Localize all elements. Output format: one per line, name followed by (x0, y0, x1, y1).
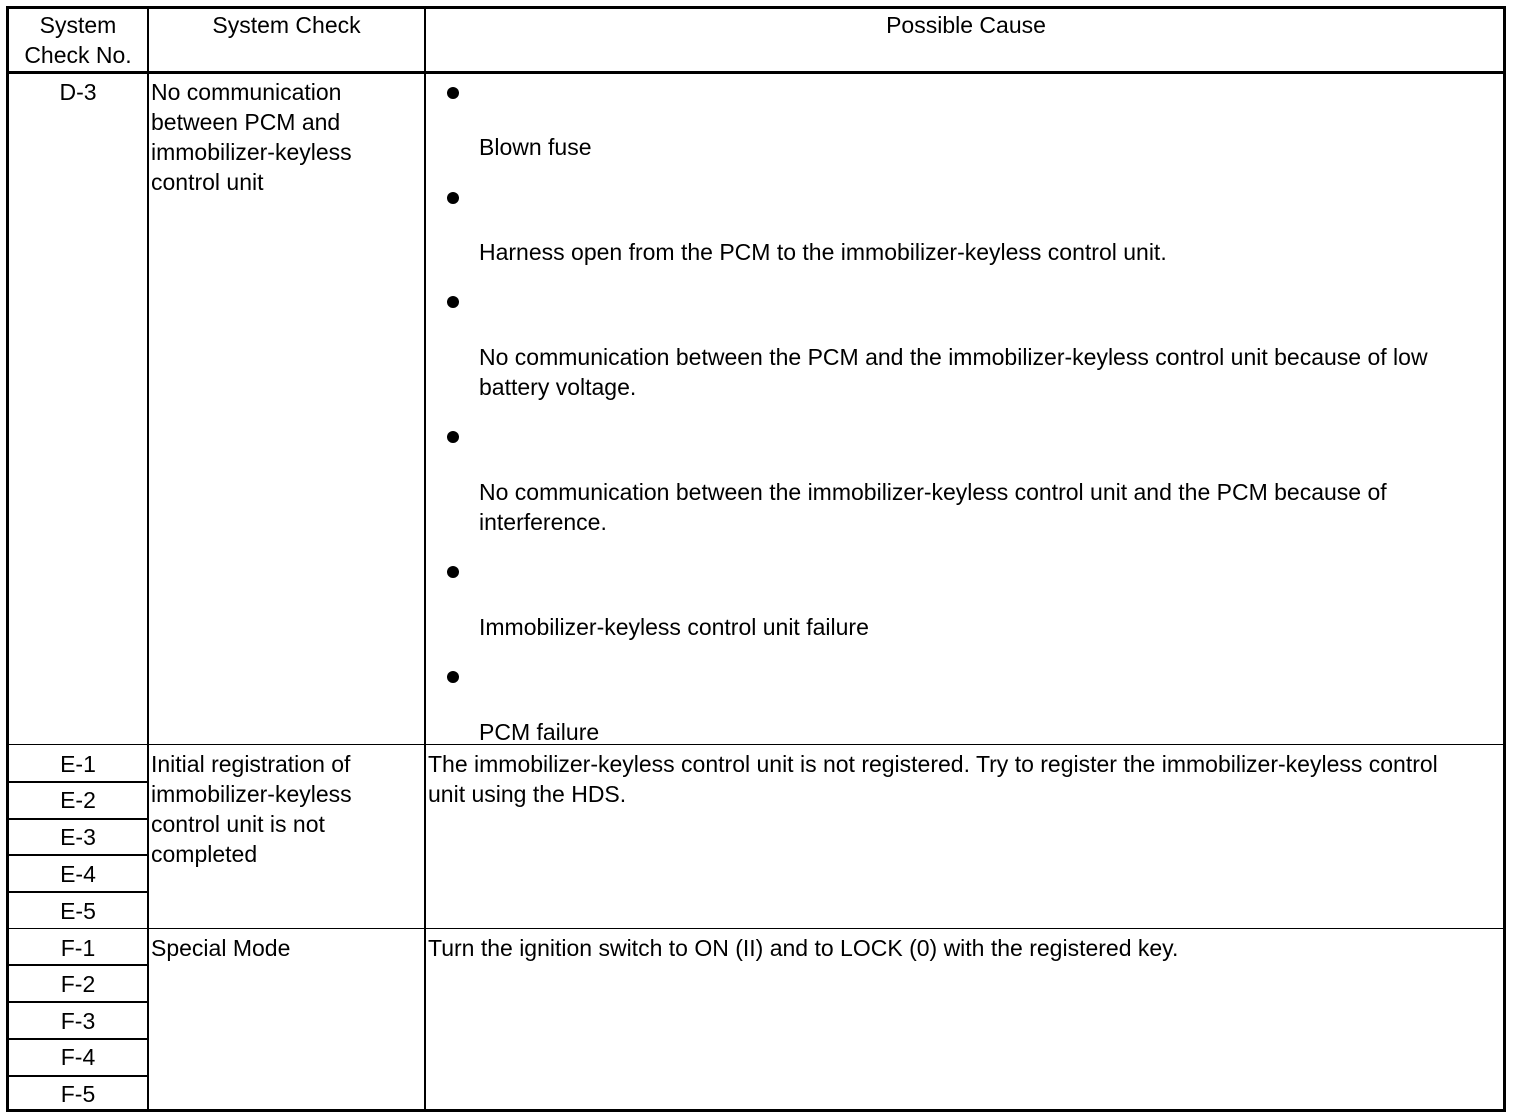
check-no-f5: F-5 (60, 1081, 96, 1107)
subrow-divider-e2 (9, 818, 148, 820)
subrow-divider-f1 (9, 964, 148, 966)
bullet-icon (447, 431, 459, 443)
cause-d3-5: Immobilizer-keyless control unit failure (479, 614, 869, 640)
bullet-icon (447, 566, 459, 578)
header-check-no: System Check No. (24, 12, 132, 68)
bullet-icon (447, 296, 459, 308)
bullet-icon (447, 671, 459, 683)
bullet-icon (447, 87, 459, 99)
check-no-f3: F-3 (60, 1008, 96, 1034)
system-check-d3: No communication between PCM and immobilizer-keyless control unit (151, 79, 352, 195)
check-no-f4: F-4 (60, 1044, 96, 1070)
cause-d3-3: No communication between the PCM and the immobilizer-keyless control unit because of low battery voltage. (479, 344, 1428, 400)
check-no-e5: E-5 (60, 898, 96, 924)
check-no-e4: E-4 (60, 861, 96, 887)
column-divider-2 (424, 9, 426, 1111)
cause-d3-4: No communication between the immobilizer-keyless control unit and the PCM because of interference. (479, 479, 1387, 535)
row-divider-d-e (9, 744, 1506, 745)
cause-e: The immobilizer-keyless control unit is not registered. Try to register the immobilizer-keyless control unit using the HDS. (428, 751, 1438, 807)
check-no-f2: F-2 (60, 971, 96, 997)
subrow-divider-e1 (9, 781, 148, 783)
subrow-divider-f4 (9, 1075, 148, 1077)
cause-d3-1: Blown fuse (479, 134, 592, 160)
cause-d3-6: PCM failure (479, 719, 600, 745)
column-divider-1 (147, 9, 149, 1111)
header-system-check: System Check (212, 12, 361, 38)
subrow-divider-f3 (9, 1038, 148, 1040)
subrow-divider-e4 (9, 891, 148, 893)
cause-f: Turn the ignition switch to ON (II) and to LOCK (0) with the registered key. (428, 935, 1179, 961)
system-check-f: Special Mode (151, 935, 291, 961)
check-no-e1: E-1 (60, 751, 96, 777)
header-possible-cause: Possible Cause (886, 12, 1046, 38)
bullet-icon (447, 192, 459, 204)
subrow-divider-f2 (9, 1001, 148, 1003)
check-no-e3: E-3 (60, 824, 96, 850)
row-divider-e-f (9, 928, 1506, 929)
header-divider (9, 71, 1506, 74)
system-check-e: Initial registration of immobilizer-keyless control unit is not completed (151, 751, 352, 867)
check-no-f1: F-1 (60, 935, 96, 961)
cause-d3-2: Harness open from the PCM to the immobilizer-keyless control unit. (479, 239, 1167, 265)
check-no-e2: E-2 (60, 787, 96, 813)
subrow-divider-e3 (9, 854, 148, 856)
check-no-d3: D-3 (59, 79, 97, 105)
